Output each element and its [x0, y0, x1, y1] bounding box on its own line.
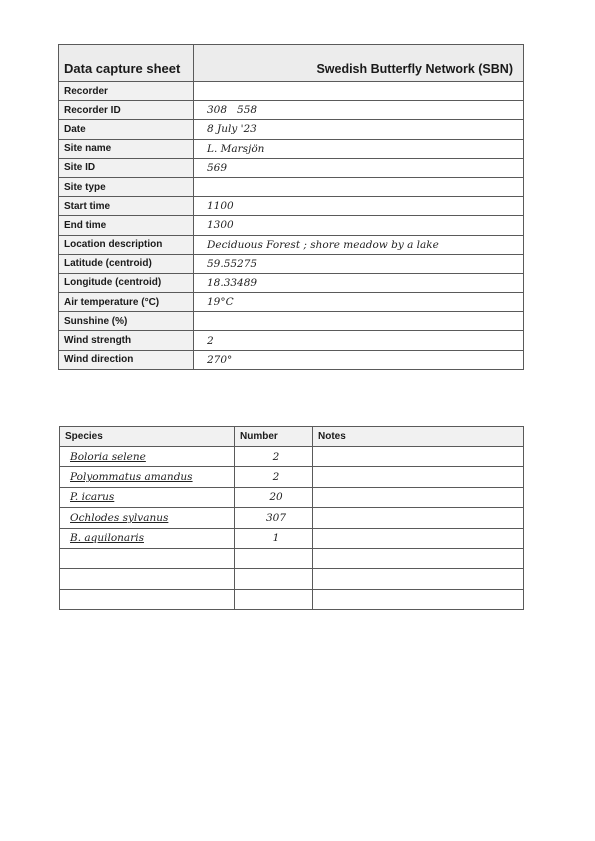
species-cell[interactable]: B. aquilonaris — [60, 528, 235, 548]
number-cell[interactable]: 20 — [235, 487, 313, 507]
number-cell[interactable]: 1 — [235, 528, 313, 548]
field-label: Site type — [59, 177, 194, 196]
species-table-header — [60, 427, 524, 447]
table-row — [60, 487, 524, 507]
table-row — [60, 548, 524, 568]
field-row-site-id — [59, 158, 524, 177]
field-row-longitude — [59, 273, 524, 292]
organisation-name: Swedish Butterfly Network (SBN) — [194, 45, 524, 82]
number-cell[interactable] — [235, 589, 313, 609]
field-row-wind-strength — [59, 331, 524, 350]
notes-cell[interactable] — [313, 569, 524, 589]
field-row-date — [59, 120, 524, 139]
field-value[interactable]: 59.55275 — [194, 254, 524, 273]
species-cell[interactable]: P. icarus — [60, 487, 235, 507]
field-value[interactable] — [194, 82, 524, 101]
sheet-title: Data capture sheet — [59, 45, 194, 82]
notes-cell[interactable] — [313, 548, 524, 568]
species-cell[interactable] — [60, 569, 235, 589]
species-cell[interactable]: Ochlodes sylvanus — [60, 508, 235, 528]
notes-cell[interactable] — [313, 447, 524, 467]
field-value[interactable] — [194, 177, 524, 196]
field-row-air-temperature — [59, 293, 524, 312]
field-label: Site name — [59, 139, 194, 158]
number-cell[interactable] — [235, 569, 313, 589]
field-label: Latitude (centroid) — [59, 254, 194, 273]
table-row — [60, 569, 524, 589]
species-column-header: Species — [60, 427, 235, 447]
species-table — [59, 426, 524, 610]
field-value[interactable]: 270° — [194, 350, 524, 369]
notes-cell[interactable] — [313, 508, 524, 528]
field-row-start-time — [59, 197, 524, 216]
field-row-sunshine — [59, 312, 524, 331]
table-row — [60, 508, 524, 528]
field-label: Start time — [59, 197, 194, 216]
field-value[interactable]: 308 558 — [194, 101, 524, 120]
notes-cell[interactable] — [313, 467, 524, 487]
field-row-recorder-id — [59, 101, 524, 120]
notes-cell[interactable] — [313, 487, 524, 507]
field-row-recorder — [59, 82, 524, 101]
field-row-site-name — [59, 139, 524, 158]
field-label: Location description — [59, 235, 194, 254]
field-row-end-time — [59, 216, 524, 235]
field-value[interactable]: 18.33489 — [194, 273, 524, 292]
field-value[interactable]: 569 — [194, 158, 524, 177]
species-cell[interactable]: Polyommatus amandus — [60, 467, 235, 487]
field-row-latitude — [59, 254, 524, 273]
field-label: End time — [59, 216, 194, 235]
species-cell[interactable] — [60, 548, 235, 568]
number-cell[interactable]: 307 — [235, 508, 313, 528]
field-row-location-description — [59, 235, 524, 254]
table-row — [60, 447, 524, 467]
field-label: Date — [59, 120, 194, 139]
field-row-site-type — [59, 177, 524, 196]
field-label: Sunshine (%) — [59, 312, 194, 331]
number-cell[interactable]: 2 — [235, 447, 313, 467]
field-value[interactable]: 1100 — [194, 197, 524, 216]
field-label: Wind strength — [59, 331, 194, 350]
field-label: Wind direction — [59, 350, 194, 369]
table-row — [60, 528, 524, 548]
field-value[interactable]: 19°C — [194, 293, 524, 312]
number-cell[interactable] — [235, 548, 313, 568]
field-label: Site ID — [59, 158, 194, 177]
number-column-header: Number — [235, 427, 313, 447]
notes-column-header: Notes — [313, 427, 524, 447]
number-cell[interactable]: 2 — [235, 467, 313, 487]
notes-cell[interactable] — [313, 528, 524, 548]
field-value[interactable]: 2 — [194, 331, 524, 350]
species-cell[interactable]: Boloria selene — [60, 447, 235, 467]
field-value[interactable]: 1300 — [194, 216, 524, 235]
table-row — [60, 467, 524, 487]
data-capture-sheet — [58, 44, 524, 370]
field-value[interactable]: Deciduous Forest ; shore meadow by a lake — [194, 235, 524, 254]
table-row — [60, 589, 524, 609]
species-cell[interactable] — [60, 589, 235, 609]
notes-cell[interactable] — [313, 589, 524, 609]
field-label: Recorder ID — [59, 101, 194, 120]
field-label: Longitude (centroid) — [59, 273, 194, 292]
sheet-header — [59, 45, 524, 82]
field-label: Air temperature (°C) — [59, 293, 194, 312]
field-value[interactable]: 8 July '23 — [194, 120, 524, 139]
field-value[interactable] — [194, 312, 524, 331]
field-value[interactable]: L. Marsjön — [194, 139, 524, 158]
field-row-wind-direction — [59, 350, 524, 369]
field-label: Recorder — [59, 82, 194, 101]
